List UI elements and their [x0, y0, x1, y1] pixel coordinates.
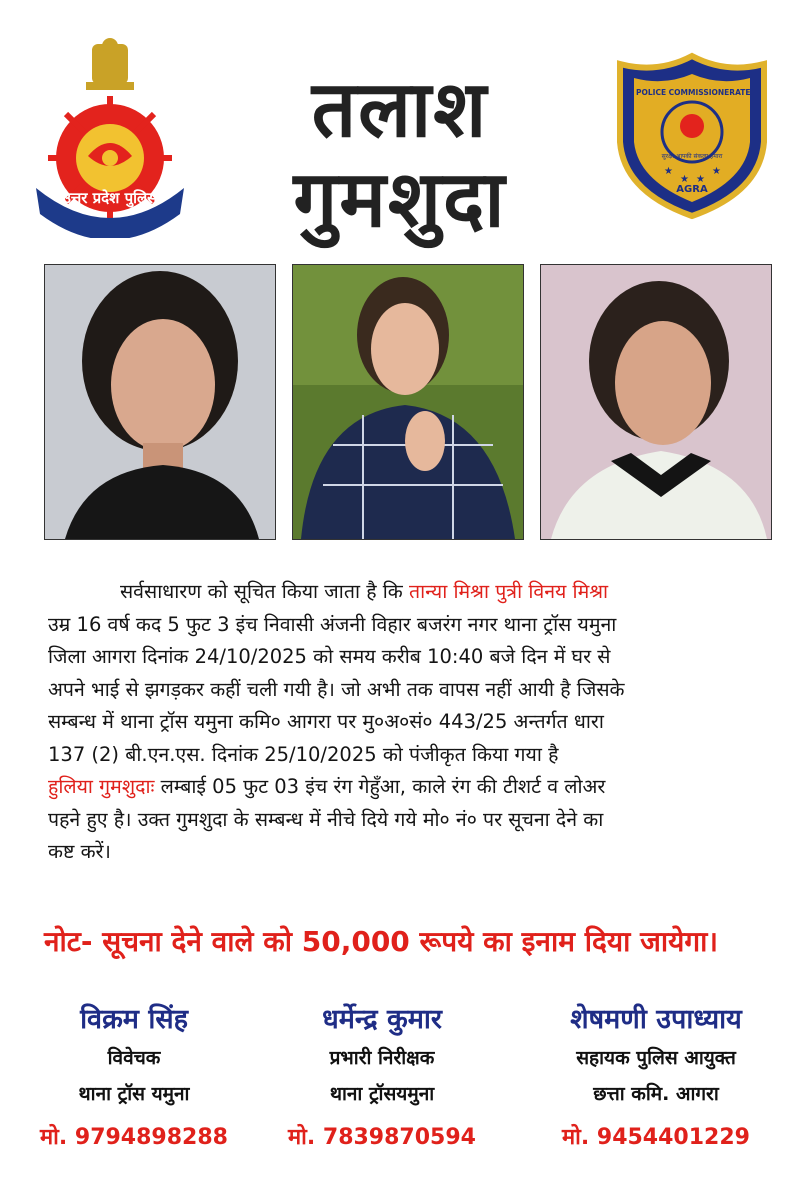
contact-name: धर्मेन्द्र कुमार [322, 1004, 442, 1035]
svg-text:★: ★ [664, 166, 673, 177]
svg-text:★: ★ [712, 166, 721, 177]
notice-intro: सर्वसाधारण को सूचित किया जाता है कि [120, 580, 403, 603]
notice-line-2: उम्र 16 वर्ष कद 5 फुट 3 इंच निवासी अंजनी विहार बजरंग नगर थाना ट्रॉस यमुना [48, 612, 617, 636]
missing-person-photo-1 [44, 264, 276, 540]
badge-city-text: AGRA [676, 184, 708, 195]
contact-role: सहायक पुलिस आयुक्त [576, 1047, 736, 1069]
huliya-text: लम्बाई 05 फुट 03 इंच रंग गेहुँआ, काले रंग की टीशर्ट व लोअर [160, 775, 606, 798]
reward-note: नोट- सूचना देने वाले को 50,000 रूपये का इनाम दिया जायेगा। [44, 925, 718, 958]
svg-text:★: ★ [696, 174, 705, 185]
svg-text:★: ★ [680, 174, 689, 185]
notice-line-6: 137 (2) बी.एन.एस. दिनांक 25/10/2025 को पंजीकृत किया गया है [48, 742, 559, 766]
contact-name: विक्रम सिंह [80, 1004, 188, 1035]
title-gumshuda: गुमशुदा [293, 155, 507, 245]
badge-top-text: POLICE COMMISSIONERATE [636, 88, 751, 97]
notice-line-4: अपने भाई से झगड़कर कहीं चली गयी है। जो अभी तक वापस नहीं आयी है जिसके [48, 677, 625, 701]
contact-phone[interactable]: मो. 9794898288 [40, 1125, 228, 1150]
up-police-logo-text: उत्तर प्रदेश पुलिस [62, 189, 158, 207]
contact-role: प्रभारी निरीक्षक [329, 1047, 435, 1069]
badge-motto-text: सुरक्षा आपकी संकल्प हमारा [661, 153, 723, 160]
contact-card-2 [252, 1000, 512, 1160]
contact-station: थाना ट्रॉस यमुना [78, 1083, 190, 1105]
contact-card-3 [526, 1000, 786, 1160]
title-talash: तलाश [311, 65, 489, 155]
contact-role: विवेचक [107, 1047, 161, 1069]
notice-line-9: कष्ट करें। [48, 840, 111, 863]
notice-body [48, 576, 768, 869]
contact-card-1 [4, 1000, 264, 1160]
commissionerate-badge [616, 52, 768, 220]
contact-station: थाना ट्रॉसयमुना [329, 1083, 435, 1105]
notice-line-3: जिला आगरा दिनांक 24/10/2025 को समय करीब 10:40 बजे दिन में घर से [48, 645, 611, 668]
up-police-logo [30, 38, 190, 238]
contact-phone[interactable]: मो. 9454401229 [562, 1125, 750, 1150]
missing-person-photo-2 [292, 264, 524, 540]
notice-line-5: सम्बन्ध में थाना ट्रॉस यमुना कमि० आगरा पर मु०अ०सं० 443/25 अन्तर्गत धारा [48, 710, 604, 733]
contact-name: शेषमणी उपाध्याय [570, 1004, 742, 1035]
contact-station: छत्ता कमि. आगरा [593, 1083, 719, 1105]
contact-phone[interactable]: मो. 7839870594 [288, 1125, 476, 1150]
missing-person-photo-3 [540, 264, 772, 540]
notice-line-8: पहने हुए है। उक्त गुमशुदा के सम्बन्ध में नीचे दिये गये मो० नं० पर सूचना देने का [48, 807, 604, 831]
huliya-label: हुलिया गुमशुदाः [48, 775, 155, 798]
missing-person-name: तान्या मिश्रा पुत्री विनय मिश्रा [408, 580, 609, 603]
